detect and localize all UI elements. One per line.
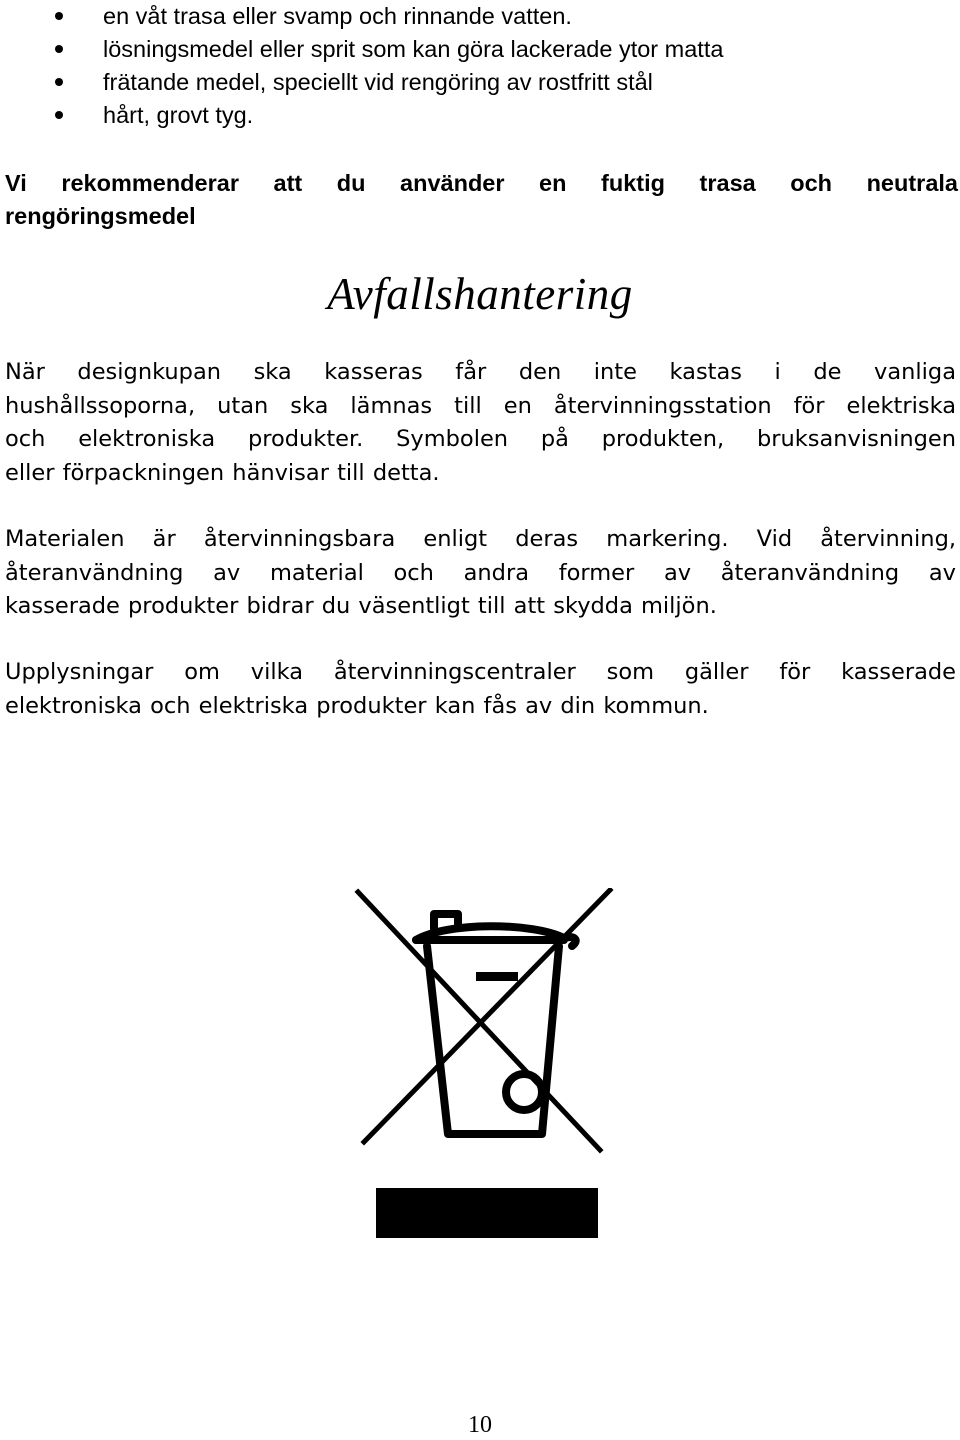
cleaning-recommendation: Vi rekommenderar att du använder en fuktig trasa och neutrala rengöringsmedel <box>5 170 958 229</box>
bullet-icon <box>55 12 63 20</box>
lid-slot <box>476 972 518 981</box>
list-item: lösningsmedel eller sprit som kan göra lackerade ytor matta <box>0 33 960 66</box>
cleaning-warnings-list <box>0 0 960 132</box>
crossed-out-wheeled-bin-icon <box>352 888 614 1248</box>
page-number: 10 <box>468 1412 492 1438</box>
recycling-paragraph: Materialen är återvinningsbara enligt deras markering. Vid återvinning, återanvändning av material och andra former av återanvändning av kasserade produkter bidrar du väsentligt till att skydda miljön. <box>5 526 956 619</box>
list-item: en våt trasa eller svamp och rinnande vatten. <box>0 0 960 33</box>
section-title: Avfallshantering <box>327 269 633 319</box>
bullet-icon <box>55 45 63 53</box>
disposal-paragraph: När designkupan ska kasseras får den inte kastas i de vanliga hushållssoporna, utan ska lämnas till en återvinningsstation för elektriska och elektroniska produkter. Symbolen på produkten, bruksanvisningen eller förpackningen hänvisar till detta. <box>5 359 956 486</box>
list-item: frätande medel, speciellt vid rengöring av rostfritt stål <box>0 66 960 99</box>
information-paragraph: Upplysningar om vilka återvinningscentraler som gäller för kasserade elektroniska och elektriska produkter kan fås av din kommun. <box>5 659 956 719</box>
symbol-bar <box>376 1188 598 1238</box>
list-item: hårt, grovt tyg. <box>0 99 960 132</box>
bullet-icon <box>55 78 63 86</box>
bullet-icon <box>55 111 63 119</box>
